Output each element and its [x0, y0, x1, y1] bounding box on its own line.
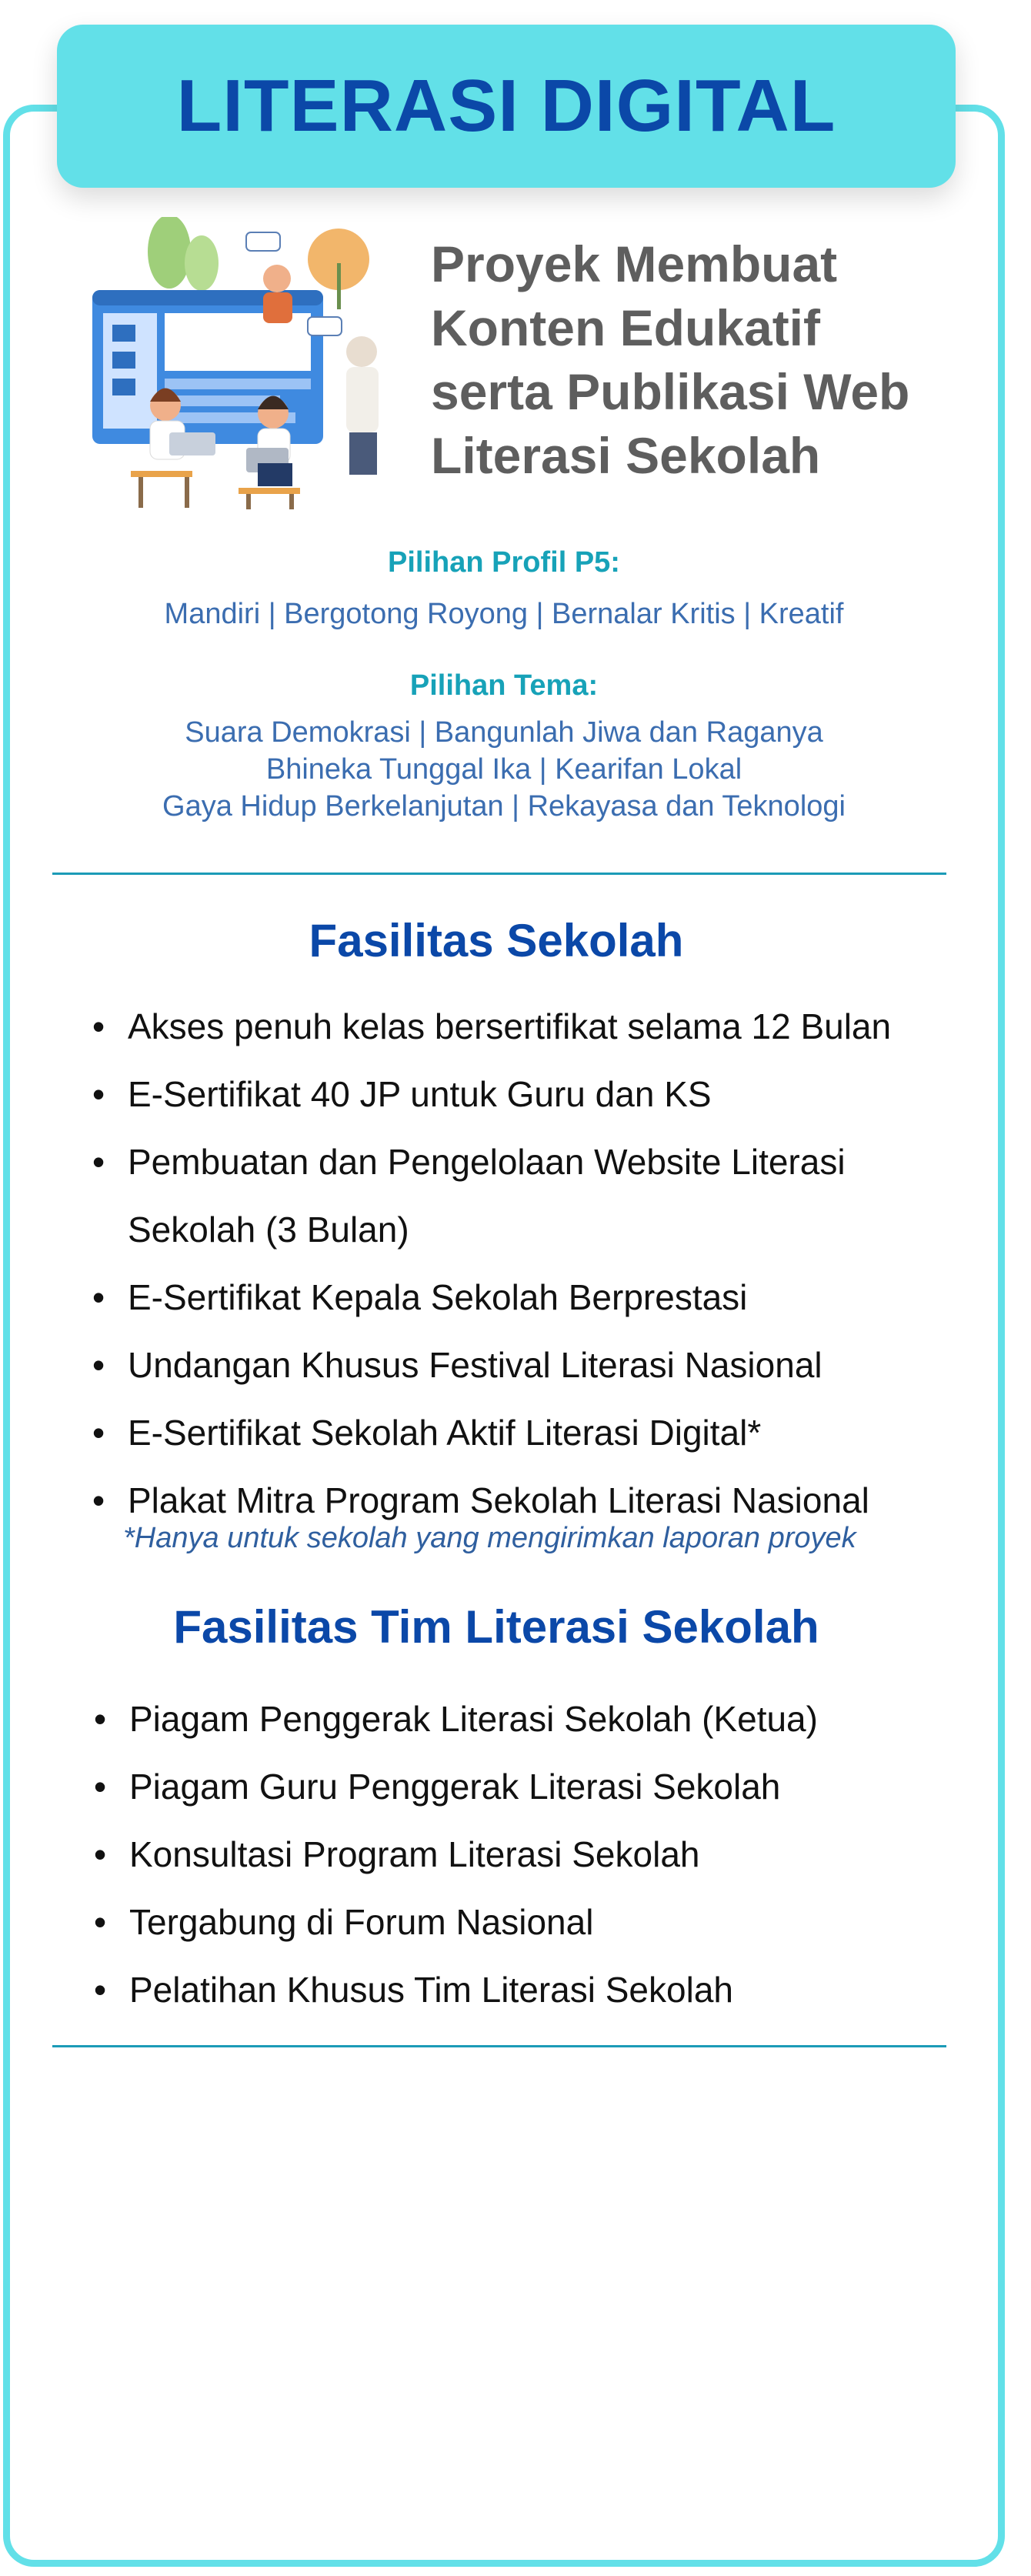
list-item: • Akses penuh kelas bersertifikat selama 12 Bulan: [92, 993, 954, 1060]
tema-lines: [0, 714, 1008, 825]
project-title-line: Proyek Membuat: [431, 235, 838, 292]
profil-text: Mandiri | Bergotong Royong | Bernalar Kritis | Kreatif: [164, 598, 844, 630]
divider: [52, 2045, 946, 2047]
tema-line: Bhineka Tunggal Ika | Kearifan Lokal: [265, 753, 742, 786]
list-item: • Konsultasi Program Literasi Sekolah: [94, 1820, 956, 1888]
fasilitas-sekolah-list: [92, 993, 954, 1534]
footnote: *Hanya untuk sekolah yang mengirimkan laporan proyek: [123, 1522, 856, 1554]
tema-label: Pilihan Tema:: [409, 669, 599, 702]
project-title-line: Literasi Sekolah: [431, 427, 821, 484]
students-online-learning-illustration: [85, 217, 395, 509]
list-item: • E-Sertifikat Sekolah Aktif Literasi Digital*: [92, 1399, 954, 1467]
divider: [52, 873, 946, 875]
tema-line: Gaya Hidup Berkelanjutan | Rekayasa dan Teknologi: [162, 790, 846, 823]
list-item: • Piagam Penggerak Literasi Sekolah (Ketua): [94, 1685, 956, 1753]
list-item: • E-Sertifikat 40 JP untuk Guru dan KS: [92, 1060, 954, 1128]
list-item: • Undangan Khusus Festival Literasi Nasional: [92, 1331, 954, 1399]
title-banner: [57, 25, 956, 188]
list-item: • Tergabung di Forum Nasional: [94, 1888, 956, 1956]
list-item: • Plakat Mitra Program Sekolah Literasi Nasional: [92, 1467, 954, 1534]
profil-label: Pilihan Profil P5:: [388, 546, 620, 579]
fasilitas-tim-title: Fasilitas Tim Literasi Sekolah: [173, 1601, 819, 1653]
banner-title: LITERASI DIGITAL: [176, 65, 836, 147]
list-item: • E-Sertifikat Kepala Sekolah Berprestasi: [92, 1263, 954, 1331]
list-item: • Pelatihan Khusus Tim Literasi Sekolah: [94, 1956, 956, 2024]
project-title-line: Konten Edukatif: [431, 299, 820, 356]
tema-line: Suara Demokrasi | Bangunlah Jiwa dan Raganya: [185, 716, 823, 749]
fasilitas-tim-list: [94, 1685, 956, 2024]
project-title: [431, 232, 954, 488]
fasilitas-sekolah-title: Fasilitas Sekolah: [309, 915, 684, 966]
list-item: • Piagam Guru Penggerak Literasi Sekolah: [94, 1753, 956, 1820]
list-item: • Pembuatan dan Pengelolaan Website Literasi Sekolah (3 Bulan): [92, 1128, 954, 1263]
project-title-line: serta Publikasi Web: [431, 363, 910, 420]
